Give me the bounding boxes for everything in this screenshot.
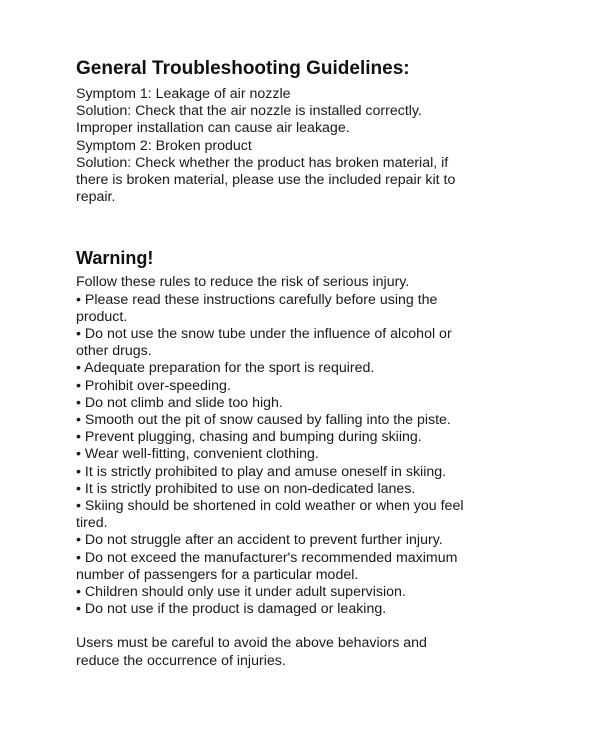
warning-section: [76, 274, 576, 618]
warning-line: • Smooth out the pit of snow caused by falling into the piste.: [76, 412, 451, 429]
troubleshooting-line: Symptom 1: Leakage of air nozzle: [76, 86, 291, 102]
closing-paragraph: [76, 635, 576, 669]
document-page: [76, 57, 576, 670]
warning-line: Follow these rules to reduce the risk of serious injury.: [76, 274, 410, 291]
closing-line: reduce the occurrence of injuries.: [76, 652, 286, 669]
warning-line: • Prohibit over-speeding.: [76, 377, 231, 394]
warning-line: • Prevent plugging, chasing and bumping during skiing.: [76, 429, 422, 446]
troubleshooting-line: Symptom 2: Broken product: [76, 137, 252, 154]
warning-line: number of passengers for a particular model.: [76, 566, 359, 583]
warning-line: • Do not climb and slide too high.: [76, 394, 283, 411]
warning-line: • Do not exceed the manufacturer's recommended maximum: [76, 549, 458, 566]
warning-line: • Do not use the snow tube under the influence of alcohol or: [76, 326, 452, 343]
warning-line: • Children should only use it under adult supervision.: [76, 584, 406, 601]
warning-line: • It is strictly prohibited to play and amuse oneself in skiing.: [76, 463, 447, 480]
warning-line: other drugs.: [76, 343, 152, 360]
warning-line: • Skiing should be shortened in cold weather or when you feel: [76, 498, 464, 515]
warning-line: • Adequate preparation for the sport is required.: [76, 360, 375, 377]
troubleshooting-heading: General Troubleshooting Guidelines:: [76, 58, 410, 79]
troubleshooting-line: Solution: Check that the air nozzle is installed correctly.: [76, 103, 422, 120]
troubleshooting-line: repair.: [76, 189, 116, 206]
troubleshooting-line: Improper installation can cause air leakage.: [76, 120, 350, 137]
warning-line: • Wear well-fitting, convenient clothing.: [76, 446, 319, 463]
warning-line: • Do not struggle after an accident to prevent further injury.: [76, 532, 443, 549]
warning-line: • It is strictly prohibited to use on non-dedicated lanes.: [76, 480, 416, 497]
closing-line: Users must be careful to avoid the above behaviors and: [76, 635, 427, 652]
troubleshooting-line: there is broken material, please use the included repair kit to: [76, 172, 456, 189]
warning-line: tired.: [76, 515, 108, 532]
warning-heading: Warning!: [76, 248, 154, 269]
warning-line: product.: [76, 308, 128, 325]
troubleshooting-section: [76, 86, 576, 206]
troubleshooting-line: Solution: Check whether the product has broken material, if: [76, 154, 449, 171]
warning-line: • Please read these instructions carefully before using the: [76, 291, 438, 308]
warning-line: • Do not use if the product is damaged or leaking.: [76, 601, 387, 618]
